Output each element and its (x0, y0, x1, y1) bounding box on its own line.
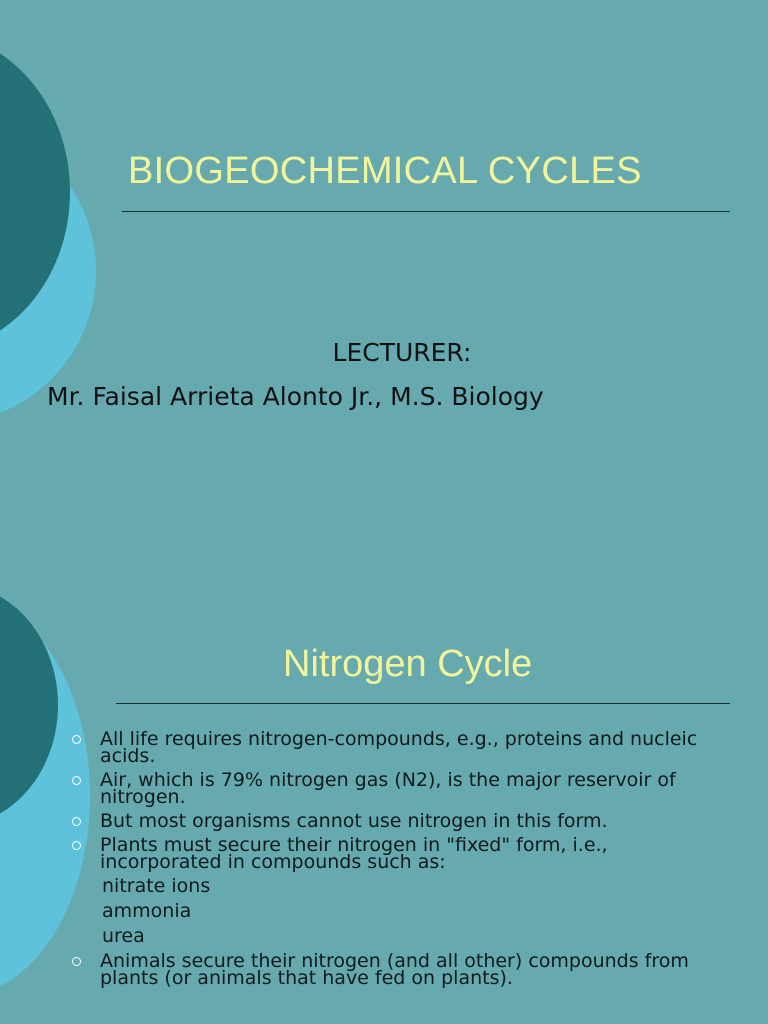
title-divider (122, 211, 730, 212)
bullet-circle-icon (72, 776, 81, 785)
bullet-item (70, 834, 730, 873)
bullet-text: urea (102, 925, 145, 947)
lecturer-label: LECTURER: (332, 338, 472, 367)
bullet-item (70, 728, 730, 767)
sub-list-item (70, 875, 730, 897)
lecturer-name: Mr. Faisal Arrieta Alonto Jr., M.S. Biology (47, 382, 544, 411)
bullet-circle-icon (72, 735, 81, 744)
bullet-item (70, 769, 730, 808)
bullet-circle-icon (72, 817, 81, 826)
bullet-item (70, 810, 730, 832)
heading-divider (116, 703, 730, 704)
bullet-circle-icon (72, 957, 81, 966)
bullet-text: Animals secure their nitrogen (and all other) compounds from plants (or animals that have fed on plants). (100, 950, 689, 989)
bullet-text: Plants must secure their nitrogen in "fixed" form, i.e., incorporated in compounds such as: (100, 834, 608, 873)
bullet-text: All life requires nitrogen-compounds, e.g., proteins and nucleic acids. (100, 728, 698, 767)
slide-nitrogen-cycle (0, 512, 768, 1024)
bullet-text: But most organisms cannot use nitrogen in this form. (100, 810, 608, 832)
bullet-item (70, 950, 730, 989)
bullet-text: Air, which is 79% nitrogen gas (N2), is the major reservoir of nitrogen. (100, 769, 676, 808)
bullet-circle-icon (72, 841, 81, 850)
sub-list-item (70, 900, 730, 922)
slide-title-heading: BIOGEOCHEMICAL CYCLES (128, 150, 642, 192)
bullet-text: nitrate ions (102, 875, 211, 897)
slide-heading: Nitrogen Cycle (283, 643, 533, 685)
bullet-text: ammonia (102, 900, 192, 922)
sub-list-item (70, 925, 730, 947)
bullet-list (70, 728, 730, 994)
